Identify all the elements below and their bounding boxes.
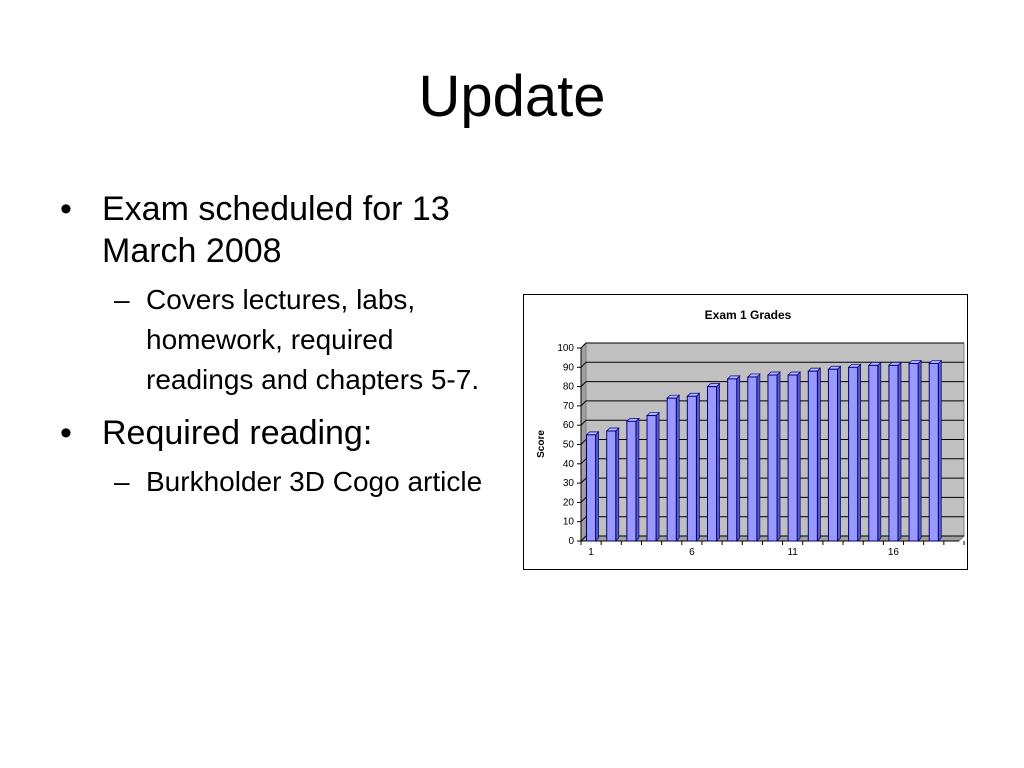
- y-tick-label: 30: [562, 478, 574, 490]
- sub-bullet-covers-text: Covers lectures, labs, homework, required readings and chapters 5-7.: [146, 284, 480, 395]
- sub-bullet-covers: [60, 280, 500, 400]
- y-tick-label: 100: [557, 343, 574, 354]
- y-tick-label: 80: [562, 381, 574, 393]
- bar: [748, 377, 757, 541]
- bar: [687, 396, 696, 541]
- bullet-list: [60, 188, 500, 514]
- sub-bullet-marker: –: [114, 466, 130, 497]
- chart-title: Exam 1 Grades: [704, 308, 792, 322]
- y-axis-title: Score: [536, 430, 547, 458]
- x-tick-label: 1: [588, 547, 594, 558]
- y-tick-label: 10: [562, 516, 574, 528]
- x-tick-label: 11: [787, 547, 798, 558]
- bar: [647, 416, 656, 541]
- bullet-reading-text: Required reading:: [102, 414, 373, 452]
- bullet-marker: •: [60, 414, 72, 452]
- x-tick-label: 16: [887, 547, 900, 558]
- bullet-reading: [60, 412, 500, 454]
- bar: [849, 367, 858, 541]
- bar: [707, 387, 716, 541]
- y-tick-label: 0: [568, 536, 574, 547]
- chart-svg: [524, 295, 969, 571]
- y-tick-label: 70: [562, 400, 574, 412]
- x-tick-label: 6: [689, 547, 695, 558]
- bar: [909, 363, 918, 541]
- bar: [929, 363, 938, 541]
- y-tick-label: 50: [562, 439, 574, 451]
- bar: [828, 369, 837, 541]
- sub-bullet-article: [60, 462, 500, 502]
- exam-grades-chart: [523, 294, 968, 570]
- sub-bullet-marker: –: [114, 284, 130, 315]
- y-tick-label: 90: [562, 362, 574, 374]
- bar: [627, 421, 636, 541]
- bar: [768, 375, 777, 541]
- bullet-marker: •: [60, 190, 72, 228]
- slide-title: Update: [418, 64, 606, 129]
- bar: [607, 431, 616, 541]
- y-tick-label: 40: [562, 458, 574, 470]
- sub-bullet-article-text: Burkholder 3D Cogo article: [146, 466, 483, 497]
- bar: [788, 375, 797, 541]
- bar: [869, 365, 878, 541]
- bar: [587, 435, 596, 541]
- bullet-exam-text: Exam scheduled for 13 March 2008: [102, 190, 450, 270]
- y-tick-label: 20: [562, 497, 574, 509]
- y-tick-label: 60: [562, 420, 574, 432]
- bar: [667, 398, 676, 541]
- bullet-exam: [60, 188, 500, 272]
- bar: [889, 365, 898, 541]
- bar: [808, 371, 817, 541]
- bar: [728, 379, 737, 541]
